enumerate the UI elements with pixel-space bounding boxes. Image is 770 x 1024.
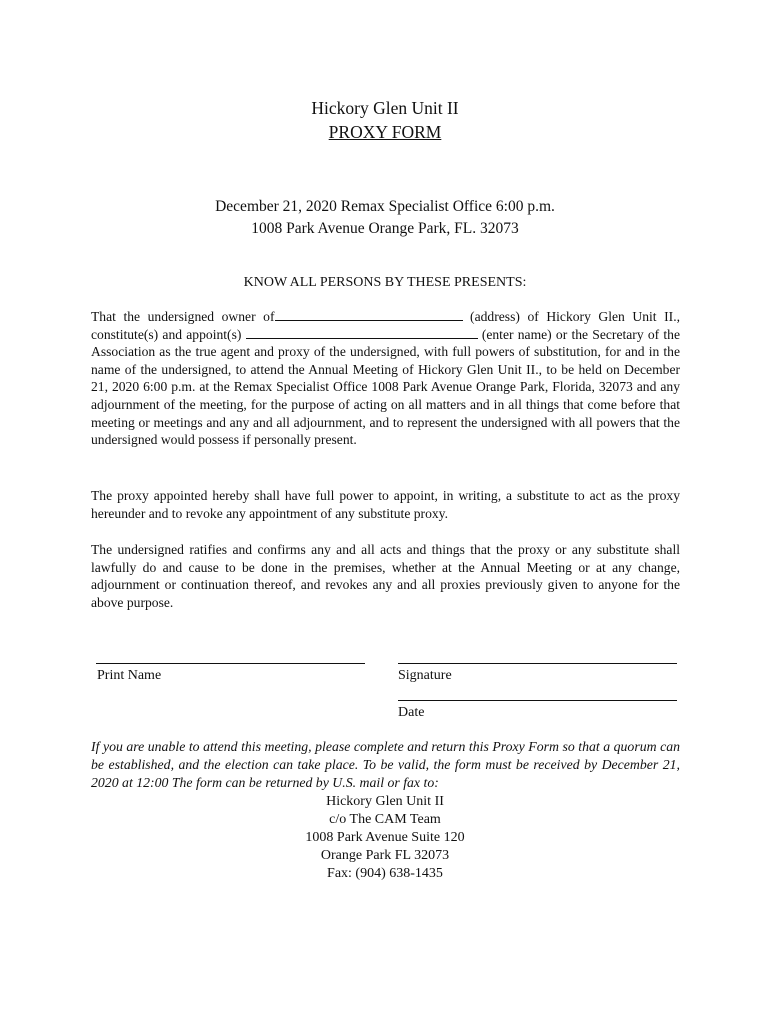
document-subtitle: PROXY FORM — [328, 122, 442, 142]
appointee-name-blank-field[interactable] — [246, 326, 478, 339]
proxy-paragraph-3: The undersigned ratifies and confirms any and all acts and things that the proxy or any substitute shall lawfully do and cause to be done in the premises, whether at the Annual Meeting or at any change, adjournment or continuation thereof, and revokes any and all proxies previously given to anyone for the above purpose. — [91, 542, 680, 610]
date-label: Date — [398, 705, 425, 720]
para1-part-c: (enter name) or the Secretary of the Association as the true agent and proxy of the undersigned, with full powers of substitution, for and in the name of the undersigned, to attend the Annual Meeting of Hickory Glen Unit II., to be held on December 21, 2020 6:00 p.m. at the Remax Specialist Office 1008 Park Avenue Orange Park, Florida, 32073 and any adjournment of the meeting, for the purpose of acting on all matters and in all things that come before that meeting or meetings and any and all adjournment, and to represent the undersigned with all powers that the undersigned would possess if personally present. — [91, 326, 680, 448]
proxy-paragraph-1 — [91, 308, 680, 449]
return-instructions: If you are unable to attend this meeting, please complete and return this Proxy Form so that a quorum can be established, and the election can take place. To be valid, the form must be received by December 21, 2020 at 12:00 The form can be returned by U.S. mail or fax to: — [91, 739, 680, 790]
return-address-line-1: Hickory Glen Unit II — [326, 794, 444, 809]
return-fax-number: Fax: (904) 638-1435 — [327, 866, 443, 881]
proxy-paragraph-2: The proxy appointed hereby shall have full power to appoint, in writing, a substitute to act as the proxy hereunder and to revoke any appointment of any substitute proxy. — [91, 488, 680, 521]
meeting-date-location: December 21, 2020 Remax Specialist Office 6:00 p.m. — [215, 198, 555, 215]
address-blank-field[interactable] — [275, 308, 463, 321]
meeting-info — [0, 196, 770, 240]
document-header — [0, 96, 770, 144]
return-address-block — [0, 793, 770, 883]
signature-label: Signature — [398, 668, 452, 683]
meeting-address: 1008 Park Avenue Orange Park, FL. 32073 — [251, 220, 519, 237]
return-address-line-4: Orange Park FL 32073 — [320, 848, 450, 863]
date-line[interactable] — [398, 700, 677, 701]
return-address-line-2: c/o The CAM Team — [329, 812, 441, 827]
print-name-line[interactable] — [96, 663, 365, 664]
return-address-line-3: 1008 Park Avenue Suite 120 — [305, 830, 465, 845]
para1-part-a: That the undersigned owner of — [91, 309, 275, 324]
know-all-heading: KNOW ALL PERSONS BY THESE PRESENTS: — [243, 275, 527, 290]
signature-line[interactable] — [398, 663, 677, 664]
document-title: Hickory Glen Unit II — [311, 98, 459, 118]
print-name-label: Print Name — [97, 668, 162, 683]
para1-part-b: (address) of Hickory Glen Unit II., constitute(s) and appoint(s) — [91, 309, 680, 342]
